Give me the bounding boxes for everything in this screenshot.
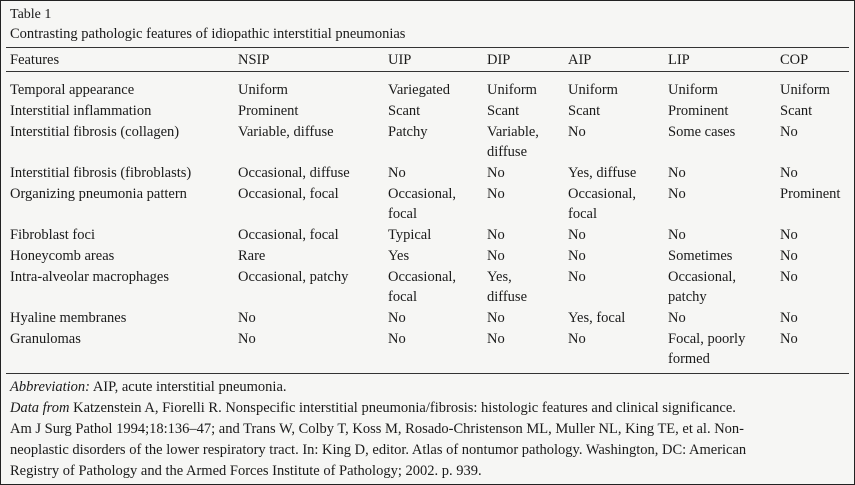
table-cell-dip: Scant	[487, 103, 520, 119]
table-cell-lip: Occasional,	[668, 269, 737, 285]
table-cell-nsip: Uniform	[238, 82, 288, 98]
table-caption: Contrasting pathologic features of idiopathic interstitial pneumonias	[10, 26, 406, 42]
table-cell-uip: focal	[388, 289, 417, 305]
source-label: Data from	[10, 400, 70, 416]
table-cell-lip: Sometimes	[668, 248, 733, 264]
table-cell-dip: Variable,	[487, 124, 539, 140]
column-header-aip: AIP	[568, 52, 592, 68]
table-cell-dip: No	[487, 186, 505, 202]
table-cell-uip: No	[388, 165, 406, 181]
row-feature-label: Intra-alveolar macrophages	[10, 269, 170, 285]
row-feature-label: Honeycomb areas	[10, 248, 115, 264]
table-cell-uip: Typical	[388, 227, 432, 243]
table-cell-lip: No	[668, 165, 686, 181]
table-cell-cop: No	[780, 165, 798, 181]
table-cell-lip: No	[668, 227, 686, 243]
source-text: Katzenstein A, Fiorelli R. Nonspecific interstitial pneumonia/fibrosis: histologic features and clinical significance.	[69, 400, 736, 416]
table-cell-aip: No	[568, 248, 586, 264]
table-cell-lip: No	[668, 310, 686, 326]
table-cell-cop: No	[780, 124, 798, 140]
table-cell-aip: No	[568, 331, 586, 347]
table-cell-dip: No	[487, 227, 505, 243]
table-cell-nsip: Occasional, focal	[238, 186, 339, 202]
row-feature-label: Granulomas	[10, 331, 81, 347]
table-cell-uip: Yes	[388, 248, 410, 264]
table-cell-nsip: Occasional, focal	[238, 227, 339, 243]
table-cell-nsip: Rare	[238, 248, 266, 264]
column-header-cop: COP	[780, 52, 809, 68]
row-feature-label: Organizing pneumonia pattern	[10, 186, 187, 202]
table-cell-cop: Uniform	[780, 82, 830, 98]
table-cell-aip: Occasional,	[568, 186, 637, 202]
table-cell-dip: No	[487, 165, 505, 181]
row-feature-label: Interstitial inflammation	[10, 103, 152, 119]
table-cell-uip: Scant	[388, 103, 421, 119]
table-cell-lip: Prominent	[668, 103, 729, 119]
table-cell-cop: No	[780, 310, 798, 326]
table-cell-uip: Patchy	[388, 124, 428, 140]
table-cell-uip: focal	[388, 206, 417, 222]
table-cell-cop: No	[780, 248, 798, 264]
table-cell-lip: Some cases	[668, 124, 736, 140]
table-cell-dip: Uniform	[487, 82, 537, 98]
table-cell-cop: Prominent	[780, 186, 841, 202]
row-feature-label: Fibroblast foci	[10, 227, 95, 243]
abbreviation-text: AIP, acute interstitial pneumonia.	[90, 379, 287, 395]
table-cell-aip: focal	[568, 206, 597, 222]
column-header-dip: DIP	[487, 52, 511, 68]
table-cell-aip: Yes, diffuse	[568, 165, 637, 181]
table-cell-lip: Focal, poorly	[668, 331, 746, 347]
table-cell-uip: No	[388, 331, 406, 347]
table-cell-lip: formed	[668, 351, 710, 367]
table-cell-dip: No	[487, 331, 505, 347]
table-cell-nsip: No	[238, 331, 256, 347]
table-cell-lip: Uniform	[668, 82, 718, 98]
table-cell-nsip: Occasional, patchy	[238, 269, 349, 285]
table-cell-nsip: Prominent	[238, 103, 299, 119]
table-cell-lip: patchy	[668, 289, 707, 305]
table-cell-cop: No	[780, 227, 798, 243]
column-header-lip: LIP	[668, 52, 690, 68]
table-cell-dip: diffuse	[487, 144, 528, 160]
table-cell-dip: No	[487, 248, 505, 264]
table-cell-uip: Occasional,	[388, 186, 457, 202]
row-feature-label: Temporal appearance	[10, 82, 135, 98]
top-rule	[6, 47, 849, 48]
table-cell-uip: No	[388, 310, 406, 326]
table-cell-aip: No	[568, 227, 586, 243]
source-note-line: neoplastic disorders of the lower respiratory tract. In: King D, editor. Atlas of nontumor pathology. Washington, DC: American	[10, 442, 747, 458]
header-rule	[6, 71, 849, 72]
table-cell-nsip: Variable, diffuse	[238, 124, 334, 140]
source-note-line: Registry of Pathology and the Armed Forces Institute of Pathology; 2002. p. 939.	[10, 463, 482, 479]
column-header-feature: Features	[10, 52, 60, 68]
table-cell-cop: No	[780, 331, 798, 347]
table-cell-aip: No	[568, 269, 586, 285]
table-cell-cop: No	[780, 269, 798, 285]
source-note-line	[10, 398, 736, 418]
column-header-nsip: NSIP	[238, 52, 270, 68]
table-cell-aip: Yes, focal	[568, 310, 626, 326]
row-feature-label: Interstitial fibrosis (fibroblasts)	[10, 165, 192, 181]
row-feature-label: Hyaline membranes	[10, 310, 127, 326]
table-cell-aip: No	[568, 124, 586, 140]
table-cell-dip: Yes,	[487, 269, 512, 285]
table-cell-dip: No	[487, 310, 505, 326]
abbreviation-note	[10, 377, 287, 397]
table-cell-nsip: No	[238, 310, 256, 326]
table-cell-uip: Occasional,	[388, 269, 457, 285]
table-cell-uip: Variegated	[388, 82, 450, 98]
table-cell-nsip: Occasional, diffuse	[238, 165, 350, 181]
table-cell-dip: diffuse	[487, 289, 528, 305]
bottom-rule	[6, 373, 849, 374]
table-cell-lip: No	[668, 186, 686, 202]
column-header-uip: UIP	[388, 52, 412, 68]
table-cell-cop: Scant	[780, 103, 813, 119]
table-cell-aip: Scant	[568, 103, 601, 119]
abbreviation-label: Abbreviation:	[10, 379, 90, 395]
row-feature-label: Interstitial fibrosis (collagen)	[10, 124, 180, 140]
table-label: Table 1	[10, 7, 52, 22]
source-note-line: Am J Surg Pathol 1994;18:136–47; and Trans W, Colby T, Koss M, Rosado-Christenson ML, Muller NL, King TE, et al. Non-	[10, 421, 745, 437]
table-cell-aip: Uniform	[568, 82, 618, 98]
